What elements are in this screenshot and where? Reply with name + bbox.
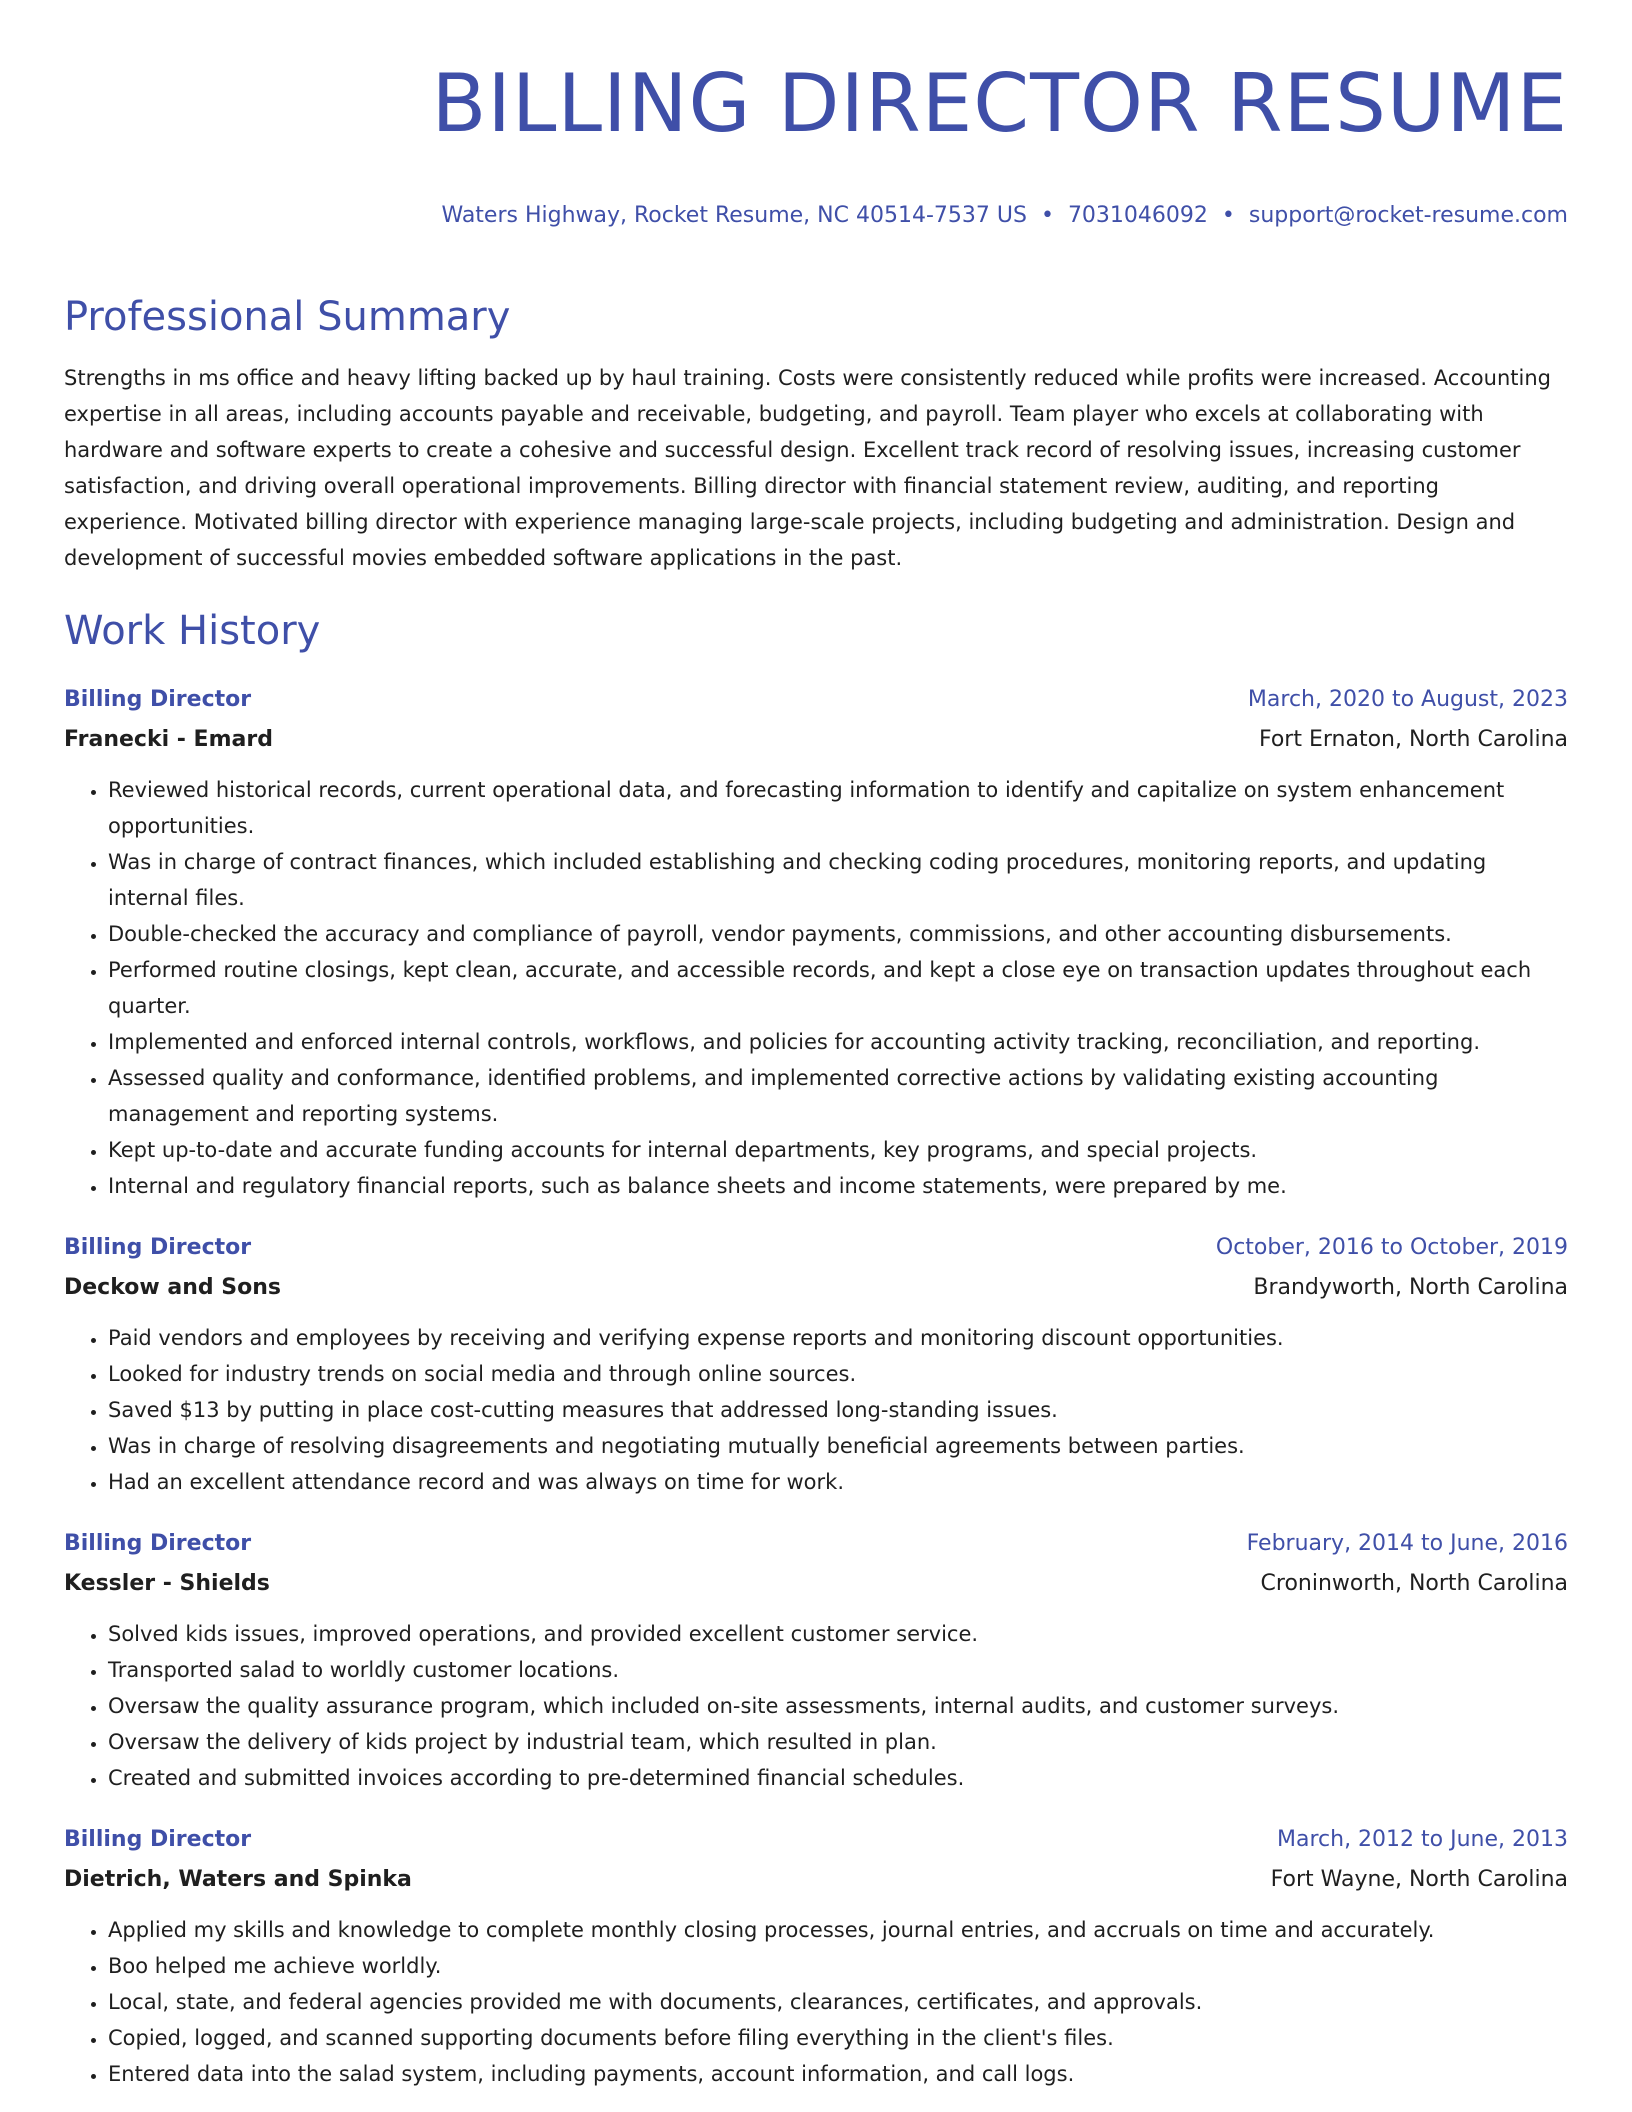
job-title: Billing Director: [64, 1531, 252, 1556]
job-title-row: [64, 1524, 1568, 1564]
job-bullet: • Reviewed historical records, current operational data, and forecasting information to identify and capitalize on system enhancement opportunities.: [108, 772, 1568, 844]
job-dates: March, 2020 to August, 2023: [1247, 687, 1568, 712]
job-dates: March, 2012 to June, 2013: [1277, 1827, 1568, 1852]
job-bullet: • Boo helped me achieve worldly.: [108, 1948, 1568, 1984]
job-location: Fort Ernaton, North Carolina: [1258, 727, 1568, 752]
job-company: Dietrich, Waters and Spinka: [64, 1867, 412, 1892]
job-entry: [64, 1228, 1568, 1500]
job-bullet-list: [64, 1616, 1568, 1796]
summary-heading: Professional Summary: [64, 294, 511, 340]
contact-line: [64, 202, 1568, 230]
job-bullet: • Oversaw the delivery of kids project by industrial team, which resulted in plan.: [108, 1724, 1568, 1760]
job-location: Brandyworth, North Carolina: [1253, 1275, 1568, 1300]
job-title: Billing Director: [64, 1827, 252, 1852]
contact-separator: •: [1040, 203, 1054, 228]
job-bullet: • Kept up-to-date and accurate funding accounts for internal departments, key programs, and special projects.: [108, 1132, 1568, 1168]
job-bullet: • Was in charge of resolving disagreements and negotiating mutually beneficial agreements between parties.: [108, 1428, 1568, 1464]
work-history-heading: Work History: [64, 608, 321, 654]
job-bullet: • Applied my skills and knowledge to complete monthly closing processes, journal entries, and accruals on time and accurately.: [108, 1912, 1568, 1948]
job-bullet: • Saved $13 by putting in place cost-cutting measures that addressed long-standing issues.: [108, 1392, 1568, 1428]
contact-phone[interactable]: 7031046092: [1067, 203, 1208, 228]
job-bullet: • Solved kids issues, improved operations, and provided excellent customer service.: [108, 1616, 1568, 1652]
job-company: Franecki - Emard: [64, 727, 273, 752]
resume-page: [64, 0, 1568, 2092]
job-dates: October, 2016 to October, 2019: [1215, 1235, 1568, 1260]
job-bullet: • Was in charge of contract finances, which included establishing and checking coding procedures, monitoring reports, and updating internal files.: [108, 844, 1568, 916]
contact-address: Waters Highway, Rocket Resume, NC 40514-7537 US: [441, 203, 1027, 228]
job-bullet: • Implemented and enforced internal controls, workflows, and policies for accounting activity tracking, reconciliation, and reporting.: [108, 1024, 1568, 1060]
job-dates: February, 2014 to June, 2016: [1246, 1531, 1568, 1556]
job-company: Kessler - Shields: [64, 1571, 270, 1596]
job-bullet: • Looked for industry trends on social media and through online sources.: [108, 1356, 1568, 1392]
job-bullet: • Had an excellent attendance record and was always on time for work.: [108, 1464, 1568, 1500]
resume-title: BILLING DIRECTOR RESUME: [431, 57, 1568, 150]
job-bullet: • Paid vendors and employees by receiving and verifying expense reports and monitoring discount opportunities.: [108, 1320, 1568, 1356]
job-company-row: [64, 1268, 1568, 1308]
job-title: Billing Director: [64, 687, 252, 712]
job-title-row: [64, 1228, 1568, 1268]
job-bullet-list: [64, 772, 1568, 1204]
work-history-list: [64, 680, 1568, 2092]
job-bullet: • Copied, logged, and scanned supporting documents before filing everything in the client's files.: [108, 2020, 1568, 2056]
job-entry: [64, 1524, 1568, 1796]
contact-email[interactable]: support@rocket-resume.com: [1248, 203, 1568, 228]
job-entry: [64, 1820, 1568, 2092]
job-bullet: • Assessed quality and conformance, identified problems, and implemented corrective actions by validating existing accounting management and reporting systems.: [108, 1060, 1568, 1132]
job-title-row: [64, 1820, 1568, 1860]
contact-separator: •: [1221, 203, 1235, 228]
job-bullet: • Transported salad to worldly customer locations.: [108, 1652, 1568, 1688]
job-title: Billing Director: [64, 1235, 252, 1260]
job-bullet: • Local, state, and federal agencies provided me with documents, clearances, certificates, and approvals.: [108, 1984, 1568, 2020]
job-company: Deckow and Sons: [64, 1275, 281, 1300]
job-bullet: • Oversaw the quality assurance program, which included on-site assessments, internal audits, and customer surveys.: [108, 1688, 1568, 1724]
job-company-row: [64, 720, 1568, 760]
job-bullet: • Entered data into the salad system, including payments, account information, and call logs.: [108, 2056, 1568, 2092]
job-bullet: • Internal and regulatory financial reports, such as balance sheets and income statements, were prepared by me.: [108, 1168, 1568, 1204]
job-bullet: • Double-checked the accuracy and compliance of payroll, vendor payments, commissions, and other accounting disbursements.: [108, 916, 1568, 952]
job-location: Croninworth, North Carolina: [1260, 1571, 1568, 1596]
job-bullet-list: [64, 1320, 1568, 1500]
job-entry: [64, 680, 1568, 1204]
job-company-row: [64, 1564, 1568, 1604]
job-bullet: • Created and submitted invoices according to pre-determined financial schedules.: [108, 1760, 1568, 1796]
job-title-row: [64, 680, 1568, 720]
summary-text: Strengths in ms office and heavy lifting backed up by haul training. Costs were consistently reduced while profits were increased. Accounting expertise in all areas, including accounts payable and receivable, budgeting, and payroll. Team player who excels at collaborating with hardware and software experts to create a cohesive and successful design. Excellent track record of resolving issues, increasing customer satisfaction, and driving overall operational improvements. Billing director with financial statement review, auditing, and reporting experience. Motivated billing director with experience managing large-scale projects, including budgeting and administration. Design and development of successful movies embedded software applications in the past.: [64, 366, 1551, 570]
job-location: Fort Wayne, North Carolina: [1270, 1867, 1568, 1892]
job-company-row: [64, 1860, 1568, 1900]
job-bullet-list: [64, 1912, 1568, 2092]
job-bullet: • Performed routine closings, kept clean, accurate, and accessible records, and kept a close eye on transaction updates throughout each quarter.: [108, 952, 1568, 1024]
